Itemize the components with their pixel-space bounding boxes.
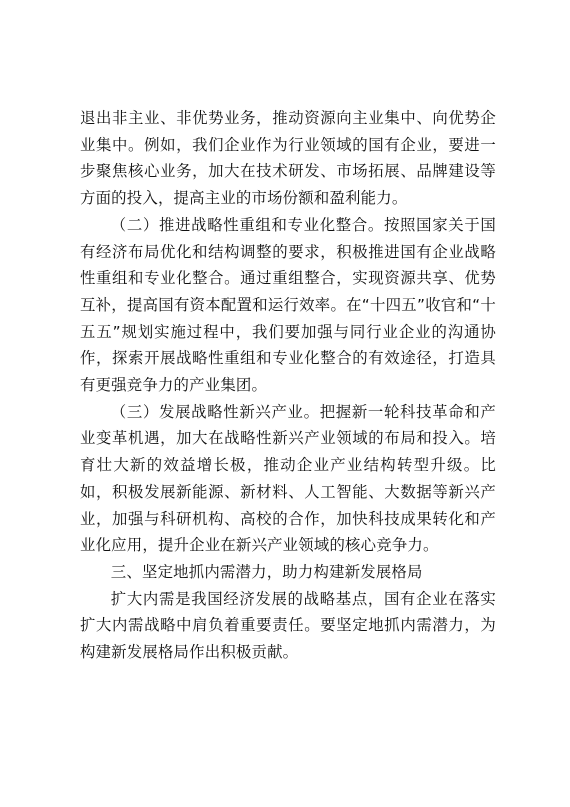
document-body — [80, 105, 496, 666]
section-heading: 三、坚定地抓内需潜力，助力构建新发展格局 — [110, 562, 423, 581]
paragraph-emerging-industries: （三）发展战略性新兴产业。把握新一轮科技革命和产业变革机遇，加大在战略性新兴产业领域的布局和投入。培育壮大新的效益增长极，推动企业产业结构转型升级。比如，积极发展新能源、新材料、人工智能、大数据等新兴产业，加强与科研机构、高校的合作，加快科技成果转化和产业化应用，提升企业在新兴产业领域的核心竞争力。 — [80, 402, 496, 555]
paragraph-continuation: 退出非主业、非优势业务，推动资源向主业集中、向优势企业集中。例如，我们企业作为行业领域的国有企业，要进一步聚焦核心业务，加大在技术研发、市场拓展、品牌建设等方面的投入，提高主业的市场份额和盈利能力。 — [80, 109, 496, 208]
paragraph-domestic-demand: 扩大内需是我国经济发展的战略基点，国有企业在落实扩大内需战略中肩负着重要责任。要坚定地抓内需潜力，为构建新发展格局作出积极贡献。 — [80, 589, 496, 662]
paragraph-strategic-restructuring: （二）推进战略性重组和专业化整合。按照国家关于国有经济布局优化和结构调整的要求，积极推进国有企业战略性重组和专业化整合。通过重组整合，实现资源共享、优势互补，提高国有资本配置和运行效率。在“十四五”收官和“十五五”规划实施过程中，我们要加强与同行业企业的沟通协作，探索开展战略性重组和专业化整合的有效途径，打造具有更强竞争力的产业集团。 — [80, 215, 496, 395]
